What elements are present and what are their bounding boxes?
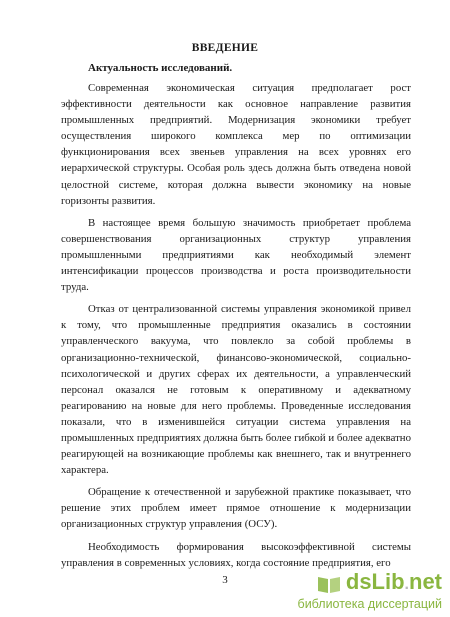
paragraph: Обращение к отечественной и зарубежной практике показывает, что решение этих проблем имеет прямое отношение к модернизации организационных структур управления (ОСУ). xyxy=(61,486,411,531)
paragraph: Современная экономическая ситуация предполагает рост эффективности деятельности как основное направление развития промышленных предприятий. Модернизация экономики требует осуществления широкого комплекса мер по оптимизации функционирования всех звеньев управления на всех уровнях его иерархической структуры. Особая роль здесь должна быть отведена новой целостной системе, которая должна вывести экономику на новые горизонты развития. xyxy=(61,82,411,207)
page-number: 3 xyxy=(222,574,228,586)
book-icon xyxy=(316,573,342,595)
paragraph: Необходимость формирования высокоэффективной системы управления в современных условиях, когда состояние предприятия, его xyxy=(61,540,411,569)
paragraph: Отказ от централизованной системы управления экономикой привел к тому, что промышленные предприятия оказались в состоянии управленческого вакуума, что повлекло за собой проблемы в организационно-технической, финансово-экономической, социально-психологической и других сферах их деятельности, а управленческий персонал оказался не готовым к оперативному и адекватному реагированию на новые для него проблемы. Проведенные исследования показали, что в изменившейся ситуации система управления на промышленных предприятиях должна быть более гибкой и более адекватно реагирующей на возникающие проблемы как внешнего, так и внутреннего характера. xyxy=(61,303,411,477)
paragraph: В настоящее время большую значимость приобретает проблема совершенствования организационных структур управления промышленными предприятиями как необходимый элемент интенсификации процессов производства и роста производительности труда. xyxy=(61,216,411,294)
page-heading: ВВЕДЕНИЕ xyxy=(191,42,259,54)
watermark-logo: dsLib.net xyxy=(345,569,442,594)
section-title: Актуальность исследований. xyxy=(88,62,233,74)
body-text xyxy=(61,80,411,577)
watermark xyxy=(298,571,442,611)
watermark-tagline: библиотека диссертаций xyxy=(297,597,442,611)
